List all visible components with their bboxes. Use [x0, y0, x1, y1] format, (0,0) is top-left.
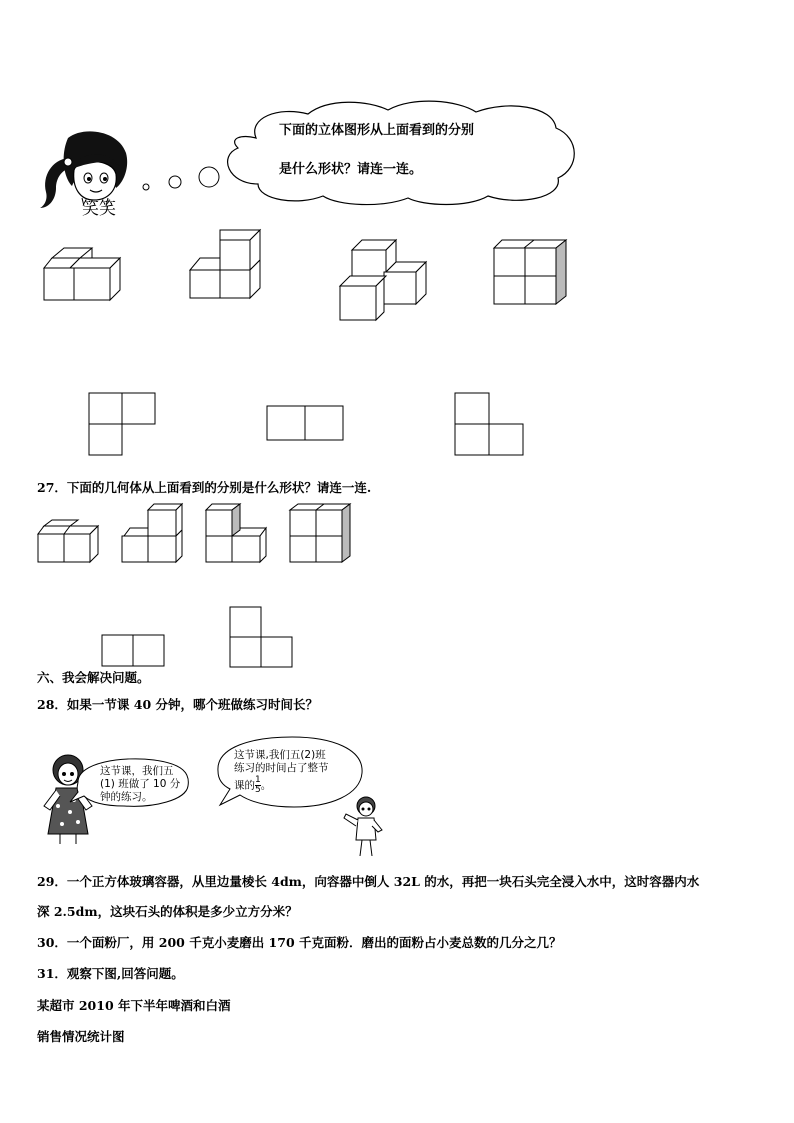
cube-figure-1: [40, 244, 125, 304]
question-29-line1: 29．一个正方体玻璃容器，从里边量棱长 4dm，向容器中倒人 32L 的水，再把一块石头完全浸入水中，这时容器内水: [37, 874, 700, 889]
top-view-shape-1: [88, 392, 158, 458]
top-view-shape-3: [454, 392, 526, 458]
character-label: 笑笑: [82, 199, 116, 219]
cube-figure-3: [336, 236, 432, 326]
boy-speech-line1: 这节课,我们五(2)班: [234, 749, 326, 761]
q27-cube-figure-1: [36, 516, 102, 566]
q27-cube-figure-3: [204, 500, 270, 566]
question-31-text: 31．观察下图,回答问题。: [37, 966, 184, 981]
q27-top-view-shape-1: [101, 634, 167, 670]
boy-speech-line3-suffix: 。: [260, 779, 272, 792]
top-view-shape-2: [266, 405, 348, 443]
girl-speech-line3: 钟的练习。: [100, 791, 153, 803]
cube-figure-2: [186, 226, 266, 302]
boy-speech-line3: [234, 776, 271, 795]
q27-cube-figure-4: [288, 500, 354, 566]
question-27-text: 27．下面的几何体从上面看到的分别是什么形状？请连一连.: [37, 480, 372, 495]
boy-speaker-illustration: [340, 794, 390, 860]
fraction-denominator: 5: [255, 785, 261, 795]
fraction-numerator: 1: [255, 775, 261, 785]
chart-title-line1: 某超市 2010 年下半年啤酒和白酒: [37, 998, 231, 1013]
q27-top-view-shape-2: [229, 606, 295, 670]
thought-bubble-dots: [138, 162, 228, 197]
question-30-text: 30．一个面粉厂，用 200 千克小麦磨出 170 千克面粉．磨出的面粉占小麦总数的几分之几？: [37, 935, 562, 950]
thought-bubble-line2: 是什么形状？请连一连。: [279, 162, 423, 177]
question-29-line2: 深 2.5dm，这块石头的体积是多少立方分米？: [37, 904, 298, 919]
thought-bubble-cloud: [218, 98, 583, 208]
girl-speech-line2: (1) 班做了 10 分: [100, 778, 181, 790]
girl-speech-line1: 这节课，我们五: [100, 765, 174, 777]
question-28-text: 28．如果一节课 40 分钟，哪个班做练习时间长？: [37, 697, 318, 712]
boy-speech-line2: 练习的时间占了整节: [234, 762, 329, 774]
cube-figure-4: [490, 236, 570, 308]
section-6-title: 六、我会解决问题。: [37, 670, 150, 685]
chart-title-line2: 销售情况统计图: [37, 1029, 125, 1044]
boy-speech-line3-prefix: 课的: [234, 779, 255, 792]
thought-bubble-line1: 下面的立体图形从上面看到的分别: [279, 123, 475, 138]
q27-cube-figure-2: [120, 500, 186, 566]
